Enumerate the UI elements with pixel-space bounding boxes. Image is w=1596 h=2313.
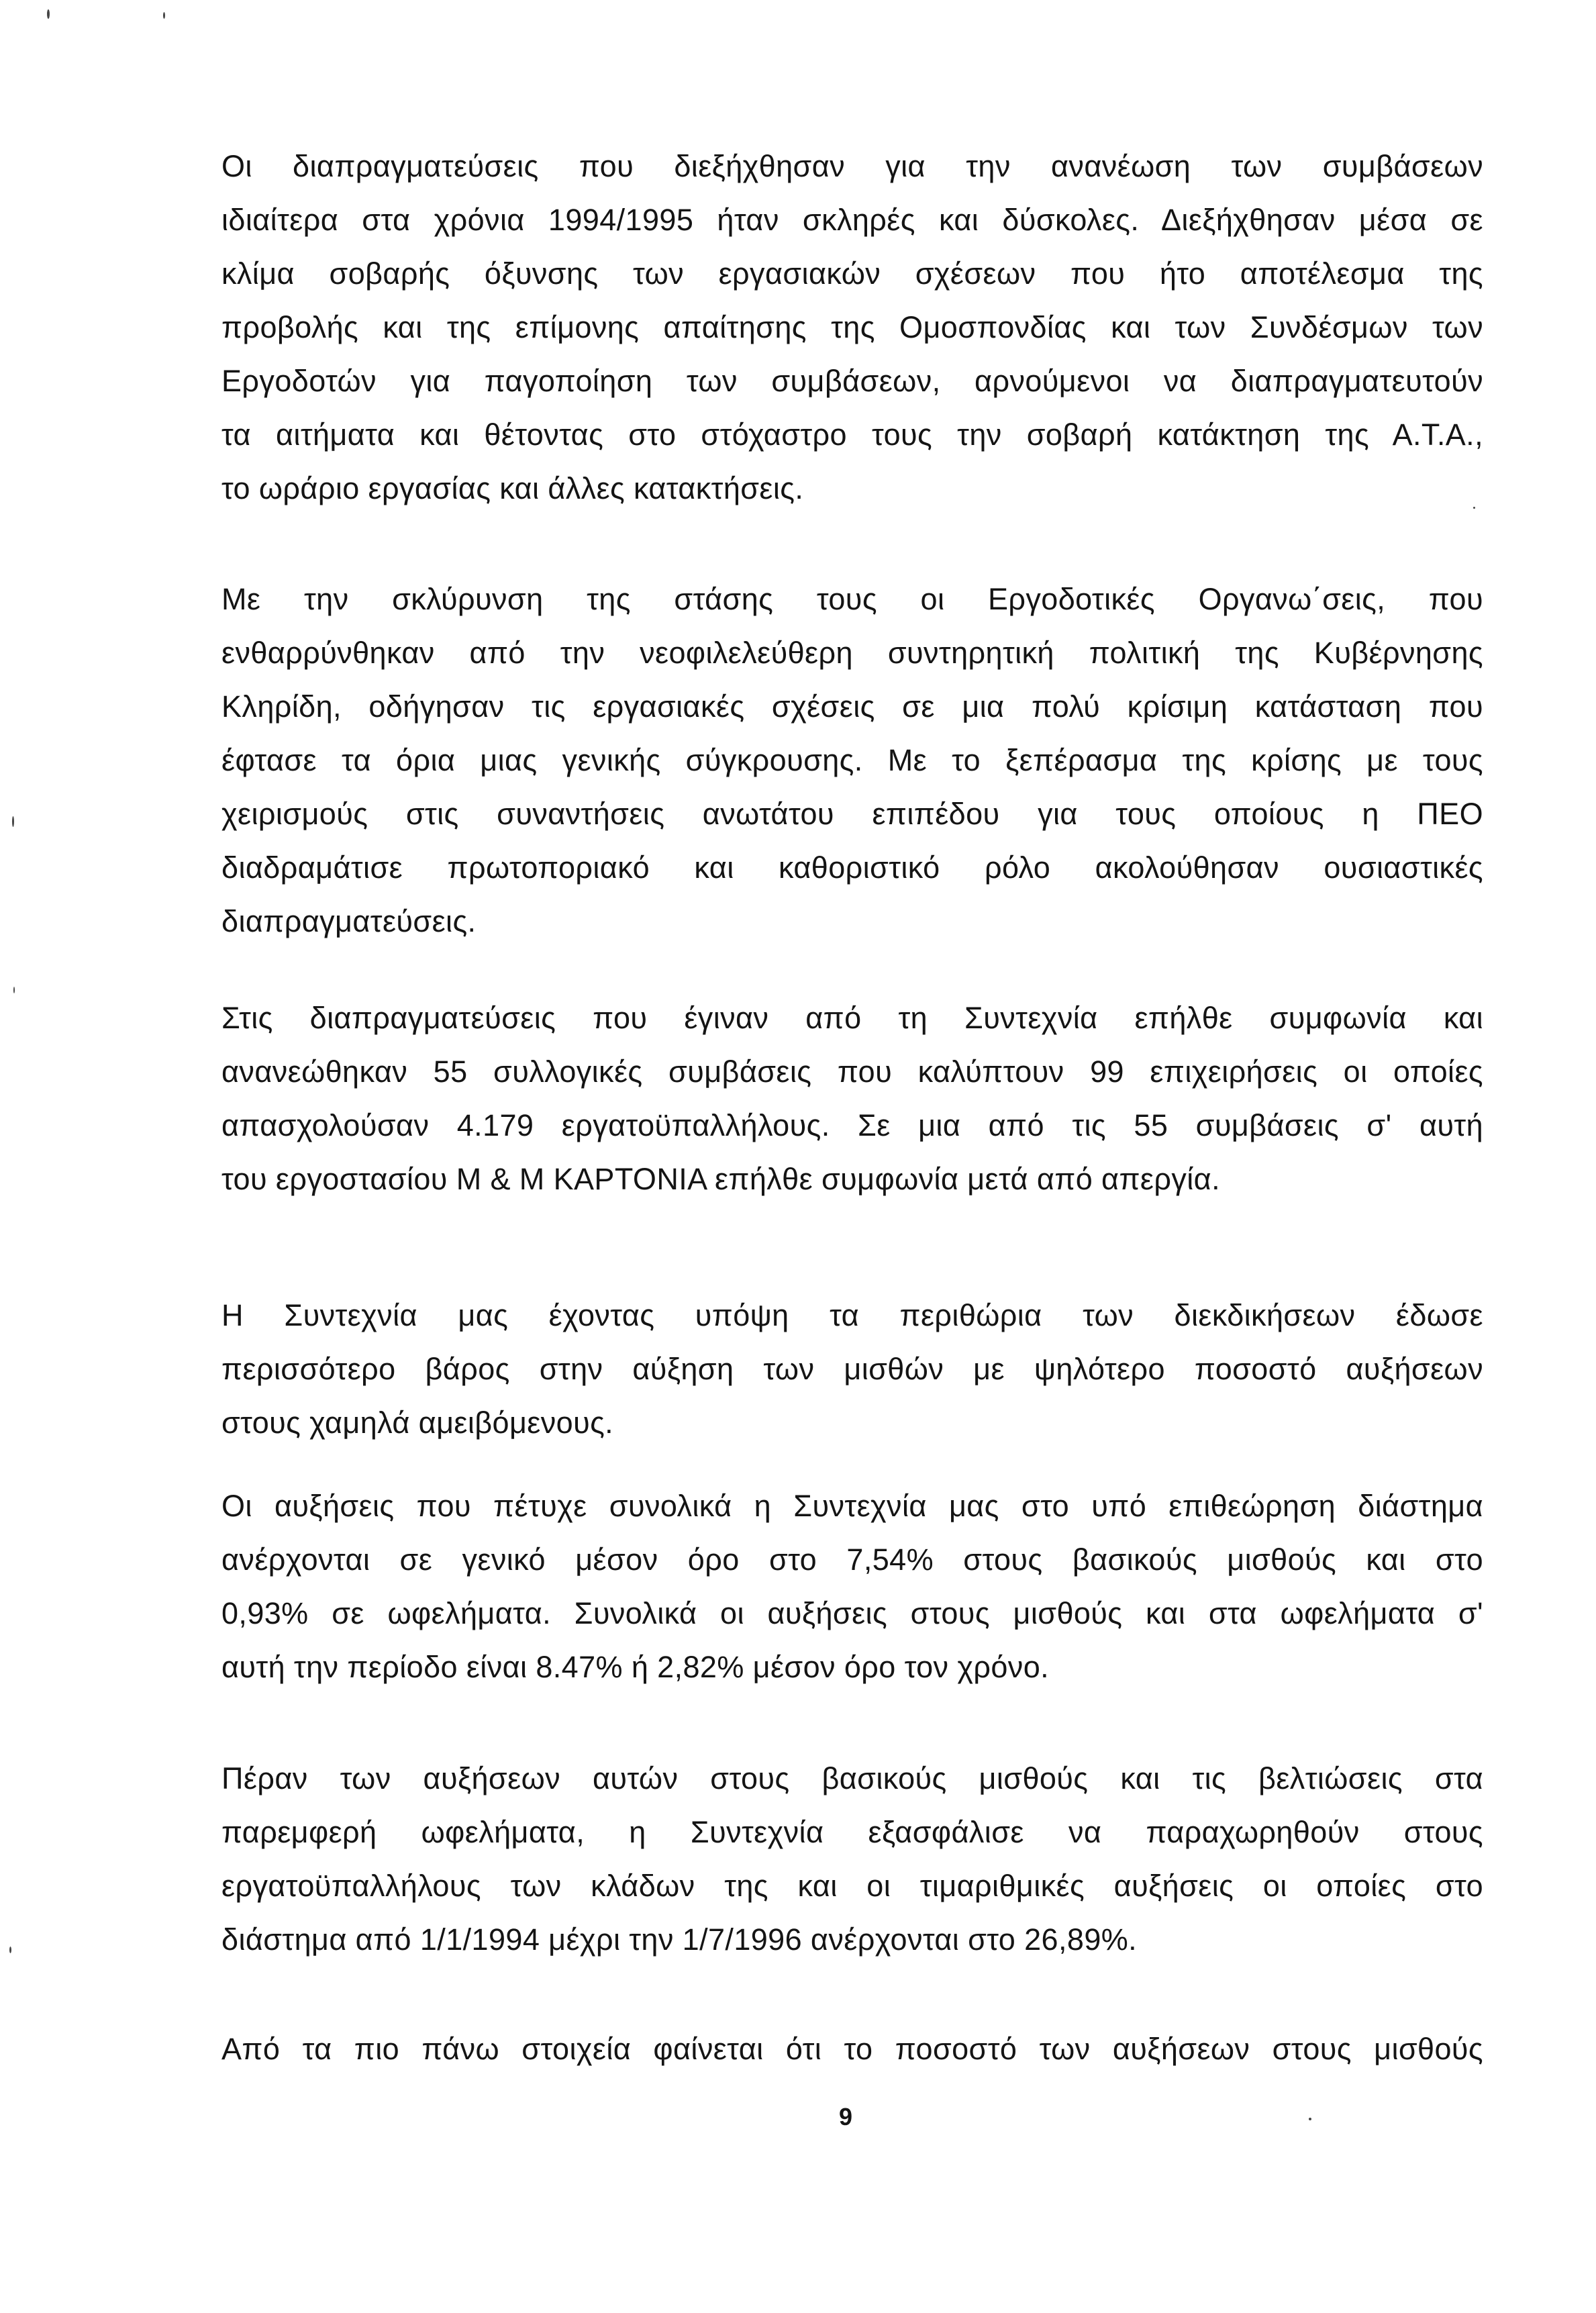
paragraph-line: προβολής και της επίμονης απαίτησης της Ομοσπονδίας και των Συνδέσμων των bbox=[221, 310, 1483, 344]
paragraph-increase-figures bbox=[221, 1479, 1483, 1694]
paragraph-line: Εργοδοτών για παγοποίηση των συμβάσεων, αρνούμενοι να διαπραγματευτούν bbox=[221, 364, 1483, 398]
paragraph-line: Οι διαπραγματεύσεις που διεξήχθησαν για την ανανέωση των συμβάσεων bbox=[221, 149, 1483, 183]
paragraph-line: ανανεώθηκαν 55 συλλογικές συμβάσεις που καλύπτουν 99 επιχειρήσεις οι οποίες bbox=[221, 1054, 1483, 1089]
paragraph-line: εργατοϋπαλλήλους των κλάδων της και οι τιμαριθμικές αυξήσεις οι οποίες στο bbox=[221, 1869, 1483, 1903]
paragraph-line: του εργοστασίου Μ & Μ ΚΑΡΤΟΝΙΑ επήλθε συμφωνία μετά από απεργία. bbox=[221, 1162, 1220, 1196]
paragraph-line: Οι αυξήσεις που πέτυχε συνολικά η Συντεχνία μας στο υπό επιθεώρηση διάστημα bbox=[221, 1489, 1483, 1523]
scan-speck bbox=[1473, 507, 1475, 509]
scan-speck bbox=[12, 816, 14, 827]
paragraph-line: Με την σκλύρυνση της στάσης τους οι Εργοδοτικές Οργανω΄σεις, που bbox=[221, 582, 1483, 616]
paragraph-line: το ωράριο εργασίας και άλλες κατακτήσεις. bbox=[221, 471, 804, 505]
scan-speck bbox=[47, 9, 50, 19]
paragraph-agreements bbox=[221, 991, 1483, 1206]
paragraph-line: διαπραγματεύσεις. bbox=[221, 904, 477, 938]
paragraph-employer-stance bbox=[221, 573, 1483, 948]
paragraph-negotiations-intro bbox=[221, 140, 1483, 515]
paragraph-cost-of-living bbox=[221, 1752, 1483, 1967]
paragraph-line: Από τα πιο πάνω στοιχεία φαίνεται ότι το ποσοστό των αυξήσεων στους μισθούς bbox=[221, 2032, 1483, 2066]
scan-speck bbox=[163, 12, 165, 19]
paragraph-line: ενθαρρύνθηκαν από την νεοφιλελεύθερη συντηρητική πολιτική της Κυβέρνησης bbox=[221, 636, 1483, 670]
paragraph-line: διάστημα από 1/1/1994 μέχρι την 1/7/1996 ανέρχονται στο 26,89%. bbox=[221, 1922, 1138, 1957]
paragraph-line: 0,93% σε ωφελήματα. Συνολικά οι αυξήσεις στους μισθούς και στα ωφελήματα σ' bbox=[221, 1596, 1483, 1630]
paragraph-conclusion-start bbox=[221, 2022, 1483, 2076]
scan-speck bbox=[9, 1947, 11, 1953]
paragraph-line: Η Συντεχνία μας έχοντας υπόψη τα περιθώρια των διεκδικήσεων έδωσε bbox=[221, 1298, 1483, 1332]
paragraph-line: ανέρχονται σε γενικό μέσον όρο στο 7,54% στους βασικούς μισθούς και στο bbox=[221, 1542, 1483, 1577]
paragraph-line: χειρισμούς στις συναντήσεις ανωτάτου επιπέδου για τους οποίους η ΠΕΟ bbox=[221, 797, 1483, 831]
paragraph-line: περισσότερο βάρος στην αύξηση των μισθών με ψηλότερο ποσοστό αυξήσεων bbox=[221, 1352, 1483, 1386]
paragraph-line: τα αιτήματα και θέτοντας στο στόχαστρο τους την σοβαρή κατάκτηση της Α.Τ.Α., bbox=[221, 417, 1483, 452]
paragraph-line: διαδραμάτισε πρωτοποριακό και καθοριστικό ρόλο ακολούθησαν ουσιαστικές bbox=[221, 850, 1483, 885]
paragraph-line: απασχολούσαν 4.179 εργατοϋπαλλήλους. Σε μια από τις 55 συμβάσεις σ' αυτή bbox=[221, 1108, 1483, 1142]
paragraph-line: ιδιαίτερα στα χρόνια 1994/1995 ήταν σκληρές και δύσκολες. Διεξήχθησαν μέσα σε bbox=[221, 203, 1483, 237]
paragraph-line: Πέραν των αυξήσεων αυτών στους βασικούς μισθούς και τις βελτιώσεις στα bbox=[221, 1761, 1483, 1795]
paragraph-line: έφτασε τα όρια μιας γενικής σύγκρουσης. Με το ξεπέρασμα της κρίσης με τους bbox=[221, 743, 1483, 777]
scan-speck bbox=[1309, 2118, 1311, 2120]
page-number: 9 bbox=[838, 2103, 853, 2130]
paragraph-line: Κληρίδη, οδήγησαν τις εργασιακές σχέσεις σε μια πολύ κρίσιμη κατάσταση που bbox=[221, 689, 1483, 724]
paragraph-line: Στις διαπραγματεύσεις που έγιναν από τη Συντεχνία επήλθε συμφωνία και bbox=[221, 1001, 1483, 1035]
scan-speck bbox=[13, 987, 15, 993]
paragraph-line: αυτή την περίοδο είναι 8.47% ή 2,82% μέσον όρο τον χρόνο. bbox=[221, 1650, 1050, 1684]
paragraph-line: στους χαμηλά αμειβόμενους. bbox=[221, 1406, 614, 1440]
paragraph-line: παρεμφερή ωφελήματα, η Συντεχνία εξασφάλισε να παραχωρηθούν στους bbox=[221, 1815, 1483, 1849]
paragraph-wage-priority bbox=[221, 1289, 1483, 1450]
paragraph-line: κλίμα σοβαρής όξυνσης των εργασιακών σχέσεων που ήτο αποτέλεσμα της bbox=[221, 256, 1483, 291]
